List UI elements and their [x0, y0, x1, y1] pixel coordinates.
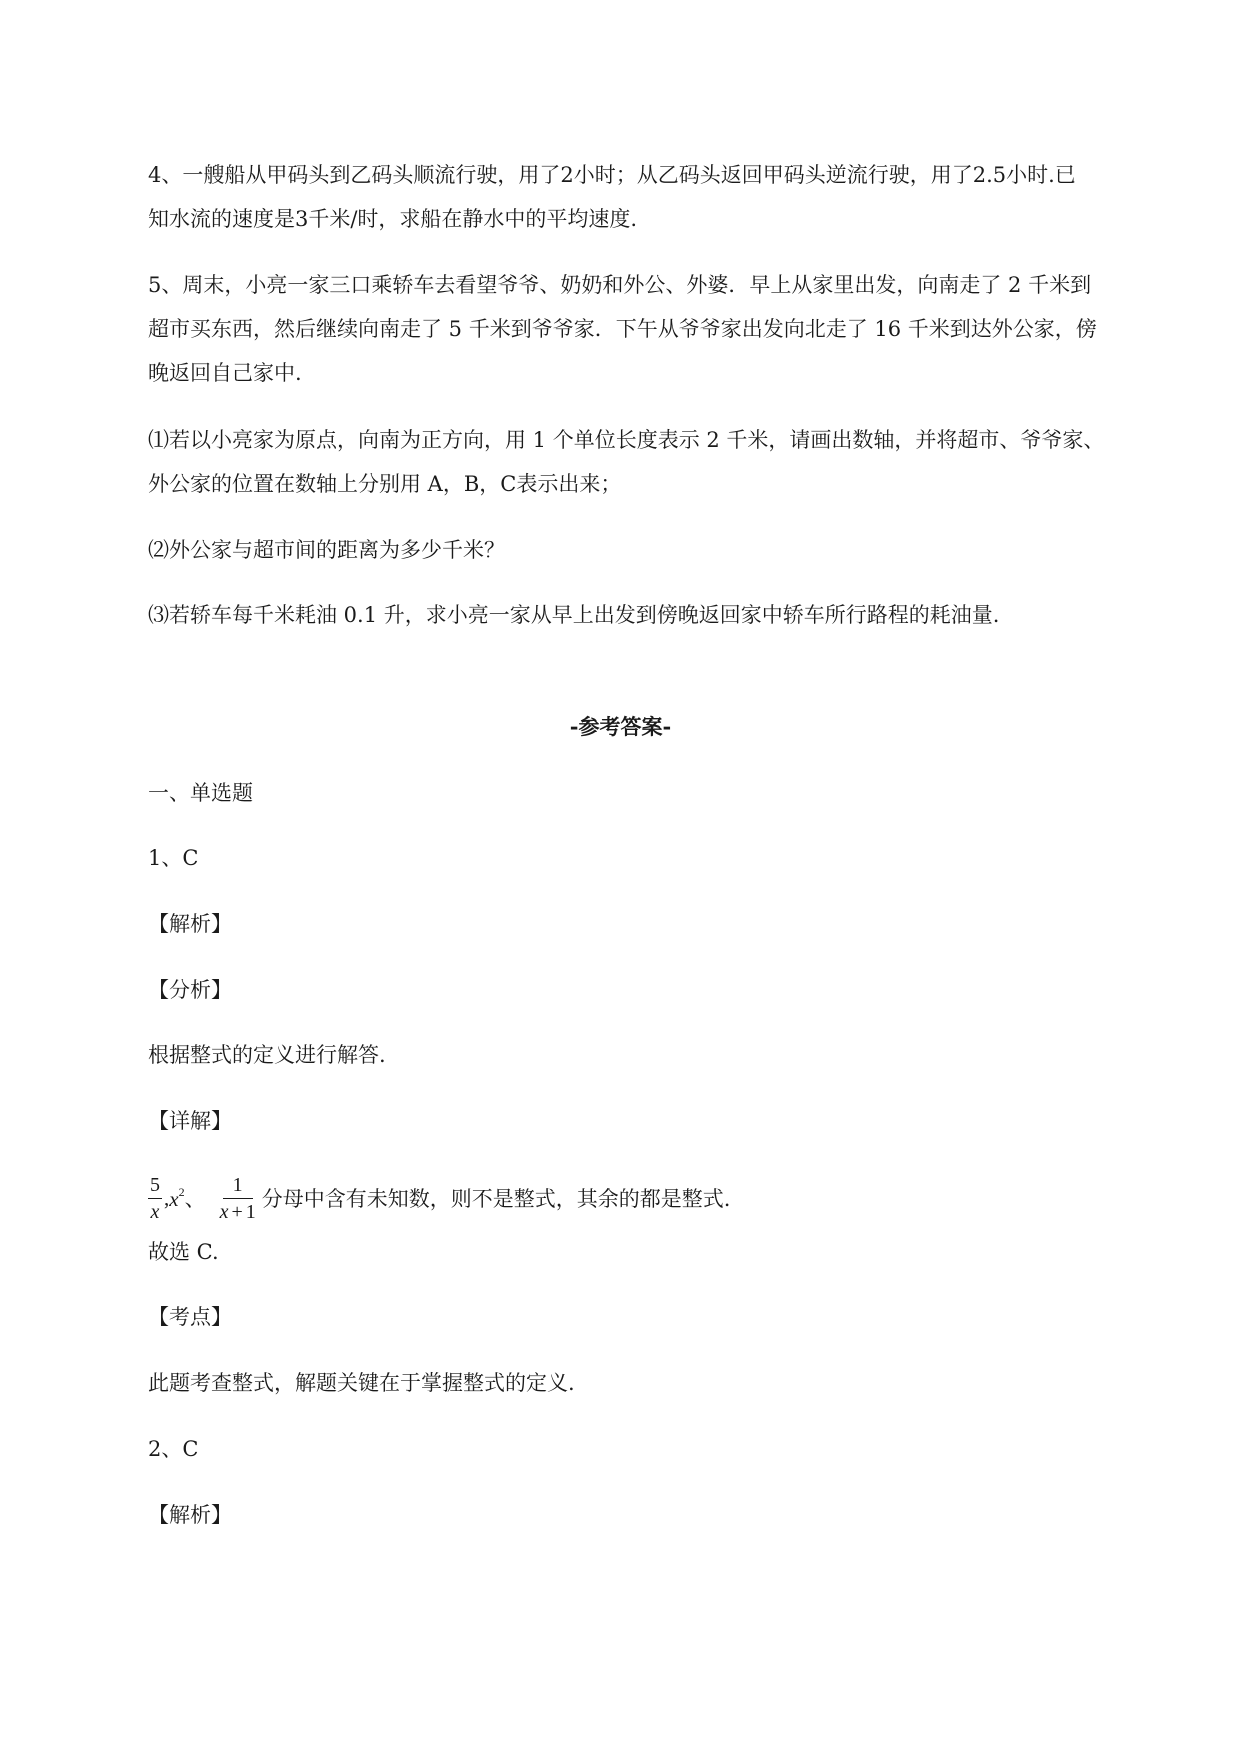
math-separator: , — [164, 1185, 170, 1210]
answer-1-detail-label: 【详解】 — [148, 1109, 232, 1133]
answer-1: 1、C — [148, 846, 199, 870]
question-5-line-3: 晚返回自己家中. — [148, 361, 302, 385]
math-explanation-text: 分母中含有未知数，则不是整式，其余的都是整式. — [261, 1187, 731, 1211]
fraction-denominator: x — [150, 1200, 160, 1223]
fraction-numerator: 5 — [148, 1174, 162, 1199]
answer-2: 2、C — [148, 1437, 199, 1461]
fraction-1-over-x-plus-1 — [220, 1174, 256, 1223]
answer-1-analysis-label: 【解析】 — [148, 912, 232, 936]
answer-1-kaodian-label: 【考点】 — [148, 1305, 232, 1329]
answer-1-math-explanation — [148, 1168, 730, 1228]
denominator-constant: 1 — [245, 1200, 256, 1223]
fraction-denominator — [220, 1199, 256, 1223]
answer-1-fenxi-text: 根据整式的定义进行解答. — [148, 1043, 386, 1067]
answer-1-kaodian-text: 此题考查整式，解题关键在于掌握整式的定义. — [148, 1371, 575, 1395]
answer-1-fenxi-label: 【分析】 — [148, 978, 232, 1002]
fraction-5-over-x — [148, 1174, 162, 1223]
math-separator: 、 — [184, 1187, 206, 1211]
question-5-part-2: ⑵外公家与超市间的距离为多少千米？ — [148, 538, 505, 562]
answer-1-choice: 故选 C. — [148, 1240, 219, 1264]
exponent: 2 — [178, 1184, 185, 1199]
question-5-line-2: 超市买东西，然后继续向南走了 5 千米到爷爷家．下午从爷爷家出发向北走了 16 千米到达外公家，傍 — [148, 317, 1097, 341]
x-squared — [169, 1185, 184, 1212]
question-5-part-1-line-1: ⑴若以小亮家为原点，向南为正方向，用 1 个单位长度表示 2 千米，请画出数轴，并将超市、爷爷家、 — [148, 428, 1105, 452]
answers-heading: -参考答案- — [569, 714, 672, 739]
fraction-numerator: 1 — [223, 1174, 253, 1199]
question-4-line-2: 知水流的速度是3千米/时，求船在静水中的平均速度. — [148, 207, 638, 231]
question-5-part-3: ⑶若轿车每千米耗油 0.1 升，求小亮一家从早上出发到傍晚返回家中轿车所行路程的耗油量. — [148, 603, 1000, 627]
denominator-variable: x — [219, 1200, 229, 1223]
answer-2-analysis-label: 【解析】 — [148, 1503, 232, 1527]
question-5-line-1: 5、周末，小亮一家三口乘轿车去看望爷爷、奶奶和外公、外婆．早上从家里出发，向南走了 2 千米到 — [148, 273, 1092, 297]
question-5-part-1-line-2: 外公家的位置在数轴上分别用 A，B，C表示出来； — [148, 472, 622, 496]
x-base: x — [169, 1186, 179, 1211]
section-title-single-choice: 一、单选题 — [148, 781, 253, 805]
question-4-line-1: 4、一艘船从甲码头到乙码头顺流行驶，用了2小时；从乙码头返回甲码头逆流行驶，用了2.5小时.已 — [148, 163, 1076, 187]
denominator-operator: + — [231, 1200, 243, 1223]
